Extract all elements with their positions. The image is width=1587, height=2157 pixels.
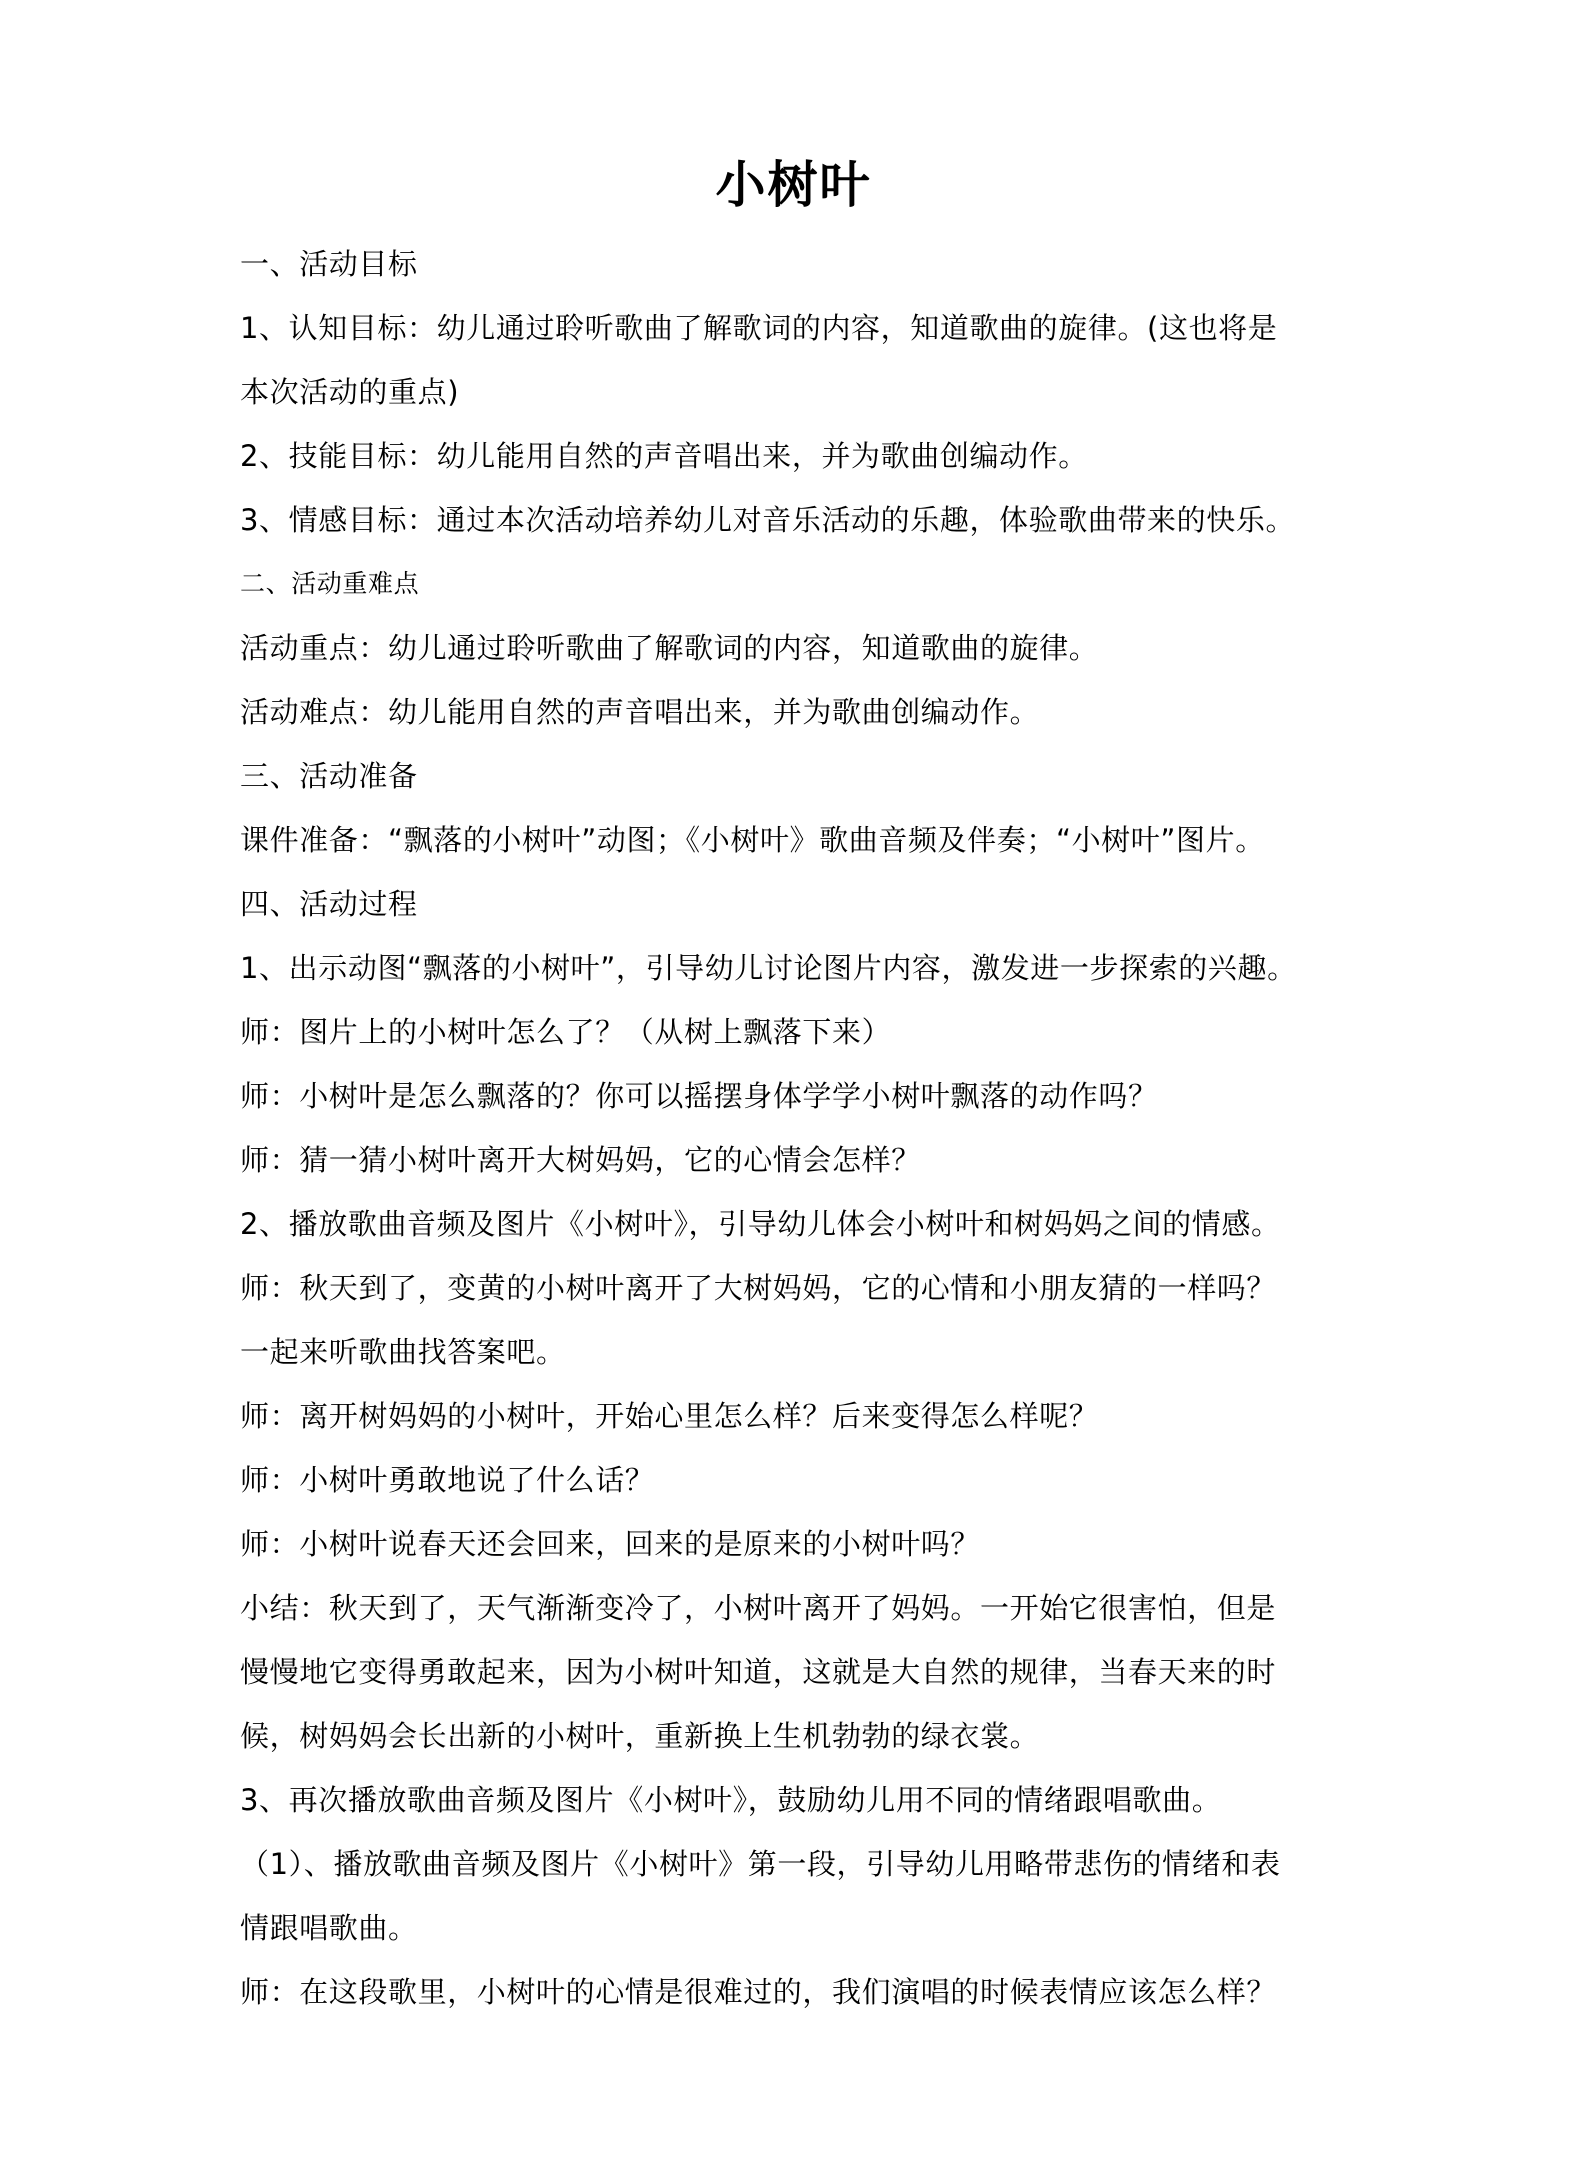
paragraph-teacher-q3: 师：猜一猜小树叶离开大树妈妈，它的心情会怎样？ xyxy=(240,1143,921,1177)
paragraph-materials: 课件准备：“飘落的小树叶”动图；《小树叶》歌曲音频及伴奏；“小树叶”图片。 xyxy=(240,823,1265,857)
paragraph-cognitive-goal: 1、认知目标：幼儿通过聆听歌曲了解歌词的内容，知道歌曲的旋律。(这也将是 xyxy=(240,311,1278,345)
paragraph-teacher-q2: 师：小树叶是怎么飘落的？你可以摇摆身体学学小树叶飘落的动作吗？ xyxy=(240,1079,1158,1113)
paragraph-step-3-1-cont: 情跟唱歌曲。 xyxy=(240,1911,418,1945)
paragraph-teacher-q5: 师：离开树妈妈的小树叶，开始心里怎么样？后来变得怎么样呢？ xyxy=(240,1399,1099,1433)
paragraph-summary-cont-2: 候，树妈妈会长出新的小树叶，重新换上生机勃勃的绿衣裳。 xyxy=(240,1719,1040,1753)
paragraph-emotion-goal: 3、情感目标：通过本次活动培养幼儿对音乐活动的乐趣，体验歌曲带来的快乐。 xyxy=(240,503,1296,537)
section-heading-preparation: 三、活动准备 xyxy=(240,759,418,793)
paragraph-summary-cont-1: 慢慢地它变得勇敢起来，因为小树叶知道，这就是大自然的规律，当春天来的时 xyxy=(240,1655,1277,1689)
paragraph-step-1: 1、出示动图“飘落的小树叶”，引导幼儿讨论图片内容，激发进一步探索的兴趣。 xyxy=(240,951,1297,985)
document-title: 小树叶 xyxy=(715,155,872,214)
section-heading-key-points: 二、活动重难点 xyxy=(240,569,420,598)
document-body xyxy=(240,232,1352,2024)
paragraph-skill-goal: 2、技能目标：幼儿能用自然的声音唱出来，并为歌曲创编动作。 xyxy=(240,439,1088,473)
paragraph-teacher-q1: 师：图片上的小树叶怎么了？（从树上飘落下来） xyxy=(240,1015,892,1049)
paragraph-cognitive-goal-cont: 本次活动的重点) xyxy=(240,375,460,409)
paragraph-key-point: 活动重点：幼儿通过聆听歌曲了解歌词的内容，知道歌曲的旋律。 xyxy=(240,631,1099,665)
paragraph-step-3-1: （1）、播放歌曲音频及图片《小树叶》第一段，引导幼儿用略带悲伤的情绪和表 xyxy=(240,1847,1281,1881)
paragraph-teacher-q7: 师：小树叶说春天还会回来，回来的是原来的小树叶吗？ xyxy=(240,1527,981,1561)
paragraph-difficult-point: 活动难点：幼儿能用自然的声音唱出来，并为歌曲创编动作。 xyxy=(240,695,1040,729)
paragraph-step-3: 3、再次播放歌曲音频及图片《小树叶》，鼓励幼儿用不同的情绪跟唱歌曲。 xyxy=(240,1783,1222,1817)
paragraph-teacher-q4-cont: 一起来听歌曲找答案吧。 xyxy=(240,1335,566,1369)
paragraph-teacher-q8: 师：在这段歌里，小树叶的心情是很难过的，我们演唱的时候表情应该怎么样？ xyxy=(240,1975,1277,2009)
paragraph-teacher-q6: 师：小树叶勇敢地说了什么话？ xyxy=(240,1463,655,1497)
section-heading-goals: 一、活动目标 xyxy=(240,247,418,281)
paragraph-summary: 小结：秋天到了，天气渐渐变冷了，小树叶离开了妈妈。一开始它很害怕，但是 xyxy=(240,1591,1277,1625)
paragraph-teacher-q4: 师：秋天到了，变黄的小树叶离开了大树妈妈，它的心情和小朋友猜的一样吗？ xyxy=(240,1271,1277,1305)
paragraph-step-2: 2、播放歌曲音频及图片《小树叶》，引导幼儿体会小树叶和树妈妈之间的情感。 xyxy=(240,1207,1281,1241)
section-heading-process: 四、活动过程 xyxy=(240,887,418,921)
